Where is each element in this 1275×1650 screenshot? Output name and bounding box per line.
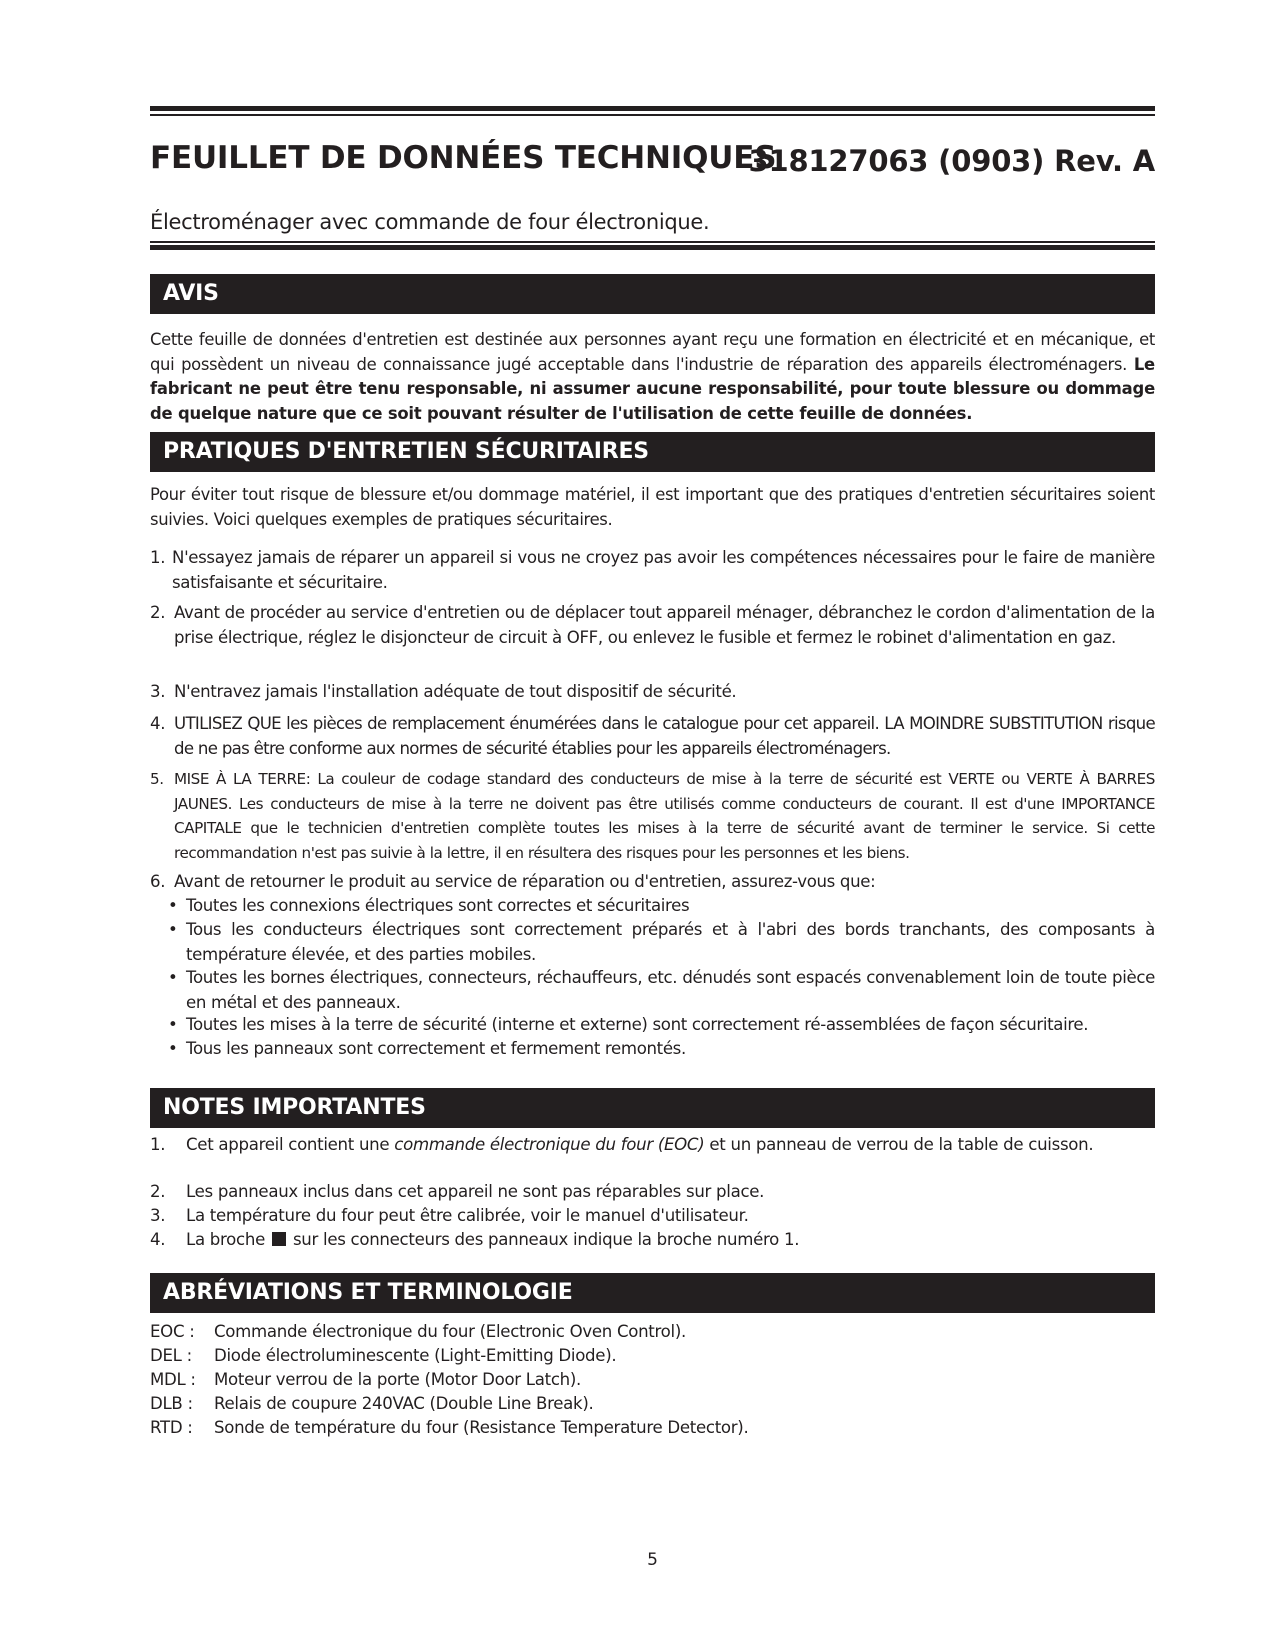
checklist-bullet-3: • Toutes les bornes électriques, connecteurs, réchauffeurs, etc. dénudés sont espacés convenablement loin de toute pièce en métal et des panneaux. <box>168 968 1155 1012</box>
section-heading-pratiques: PRATIQUES D'ENTRETIEN SÉCURITAIRES <box>150 432 1155 472</box>
section-heading-abreviations: ABRÉVIATIONS ET TERMINOLOGIE <box>150 1273 1155 1313</box>
title-row <box>150 140 1155 182</box>
practice-item-4: 4. UTILISEZ QUE les pièces de remplacement énumérées dans le catalogue pour cet appareil. LA MOINDRE SUBSTITUTION risque de ne pas être conforme aux normes de sécurité établies pour les appareils électroménagers. <box>150 714 1155 758</box>
practice-item-5: 5. MISE À LA TERRE: La couleur de codage standard des conducteurs de mise à la terre de sécurité est VERTE ou VERTE À BARRES JAUNES. Les conducteurs de mise à la terre ne doivent pas être utilisés comme conducteurs de courant. Il est d'une IMPORTANCE CAPITALE que le technicien d'entretien complète toutes les mises à la terre de sécurité avant de terminer le service. Si cette recommandation n'est pas suivie à la lettre, il en résultera des risques pour les personnes et les biens. <box>150 770 1155 862</box>
note-item-2: 2. Les panneaux inclus dans cet appareil ne sont pas réparables sur place. <box>150 1182 765 1201</box>
section-heading-avis: AVIS <box>150 274 1155 314</box>
eoc-term: commande électronique du four (EOC) <box>394 1135 705 1154</box>
top-double-rule <box>150 106 1155 116</box>
note-item-4: 4. La broche sur les connecteurs des panneaux indique la broche numéro 1. <box>150 1230 800 1249</box>
page-number: 5 <box>647 1550 658 1570</box>
document-number: 318127063 (0903) Rev. A <box>748 144 1155 178</box>
header-bottom-double-rule <box>150 241 1155 251</box>
document-title: FEUILLET DE DONNÉES TECHNIQUES <box>150 140 777 176</box>
avis-disclaimer: Le fabricant ne peut être tenu responsable, ni assumer aucune responsabilité, pour toute blessure ou dommage de quelque nature que ce soit pouvant résulter de l'utilisation de cette feuille de données. <box>150 354 1155 423</box>
checklist-bullet-5: • Tous les panneaux sont correctement et fermement remontés. <box>168 1039 686 1058</box>
checklist-bullet-2: • Tous les conducteurs électriques sont correctement préparés et à l'abri des bords tranchants, des composants à température élevée, et des parties mobiles. <box>168 920 1155 964</box>
checklist-bullet-4: • Toutes les mises à la terre de sécurité (interne et externe) sont correctement ré-assemblées de façon sécuritaire. <box>168 1015 1089 1034</box>
note-item-3: 3. La température du four peut être calibrée, voir le manuel d'utilisateur. <box>150 1206 749 1225</box>
note-item-1: 1. Cet appareil contient une commande électronique du four (EOC) et un panneau de verrou de la table de cuisson. <box>150 1135 1094 1154</box>
practice-item-6: 6. Avant de retourner le produit au service de réparation ou d'entretien, assurez-vous que: <box>150 872 876 891</box>
document-subtitle: Électroménager avec commande de four électronique. <box>150 210 710 234</box>
pratiques-intro: Pour éviter tout risque de blessure et/ou dommage matériel, il est important que des pratiques d'entretien sécuritaires soient suivies. Voici quelques exemples de pratiques sécuritaires. <box>150 485 1155 529</box>
practice-item-1: 1. N'essayez jamais de réparer un appareil si vous ne croyez pas avoir les compétences nécessaires pour le faire de manière satisfaisante et sécuritaire. <box>150 548 1155 592</box>
pin-one-square-icon <box>272 1232 286 1246</box>
section-heading-notes: NOTES IMPORTANTES <box>150 1088 1155 1128</box>
avis-paragraph <box>150 328 1155 426</box>
checklist-bullet-1: • Toutes les connexions électriques sont correctes et sécuritaires <box>168 896 690 915</box>
practice-item-2: 2. Avant de procéder au service d'entretien ou de déplacer tout appareil ménager, débranchez le cordon d'alimentation de la prise électrique, réglez le disjoncteur de circuit à OFF, ou enlevez le fusible et fermez le robinet d'alimentation en gaz. <box>150 603 1155 647</box>
avis-text: Cette feuille de données d'entretien est destinée aux personnes ayant reçu une formation en électricité et en mécanique, et qui possèdent un niveau de connaissance jugé acceptable dans l'industrie de réparation des appareils électroménagers. <box>150 330 1155 374</box>
practice-item-3: 3. N'entravez jamais l'installation adéquate de tout dispositif de sécurité. <box>150 682 737 701</box>
